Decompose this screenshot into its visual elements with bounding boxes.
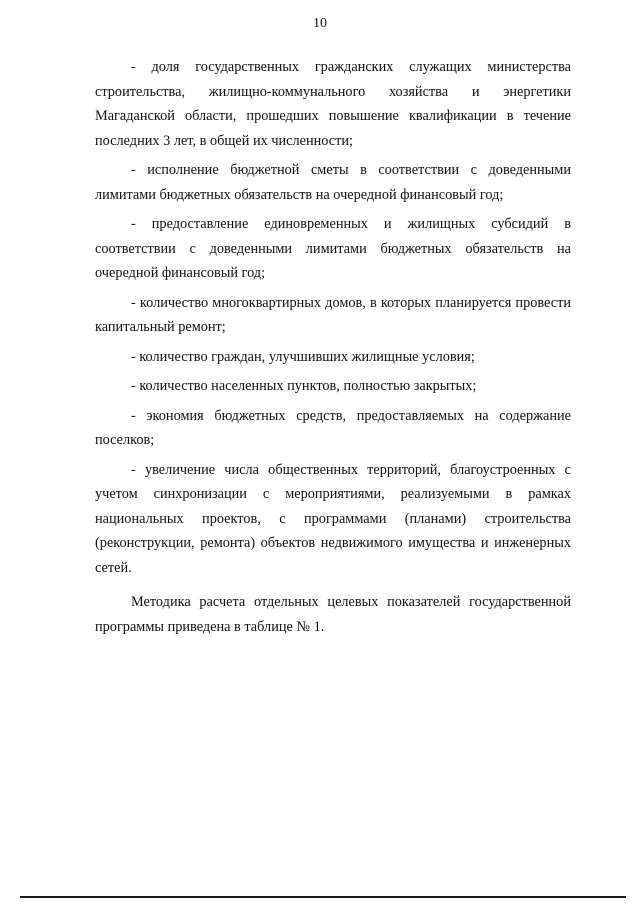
- paragraph-settlements-closed: - количество населенных пунктов, полностью закрытых;: [131, 378, 477, 394]
- paragraph-public-territories: - увеличение числа общественных территорий, благоустроенных с учетом синхронизации с мероприятиями, реализуемыми в рамках национальных проектов, с программами (планами) строительства (реконструкции, ремонта) объектов недвижимого имущества и инженерных сетей.: [95, 461, 571, 576]
- paragraph-subsidies: - предоставление единовременных и жилищных субсидий в соответствии с доведенными лимитами бюджетных обязательств на очередной финансовый год;: [95, 216, 571, 281]
- paragraph-civil-servants-training: - доля государственных гражданских служащих министерства строительства, жилищно-коммунального хозяйства и энергетики Магаданской области, прошедших повышение квалификации в течение последних 3 лет, в общей их численности;: [95, 59, 571, 149]
- page-number: 10: [313, 16, 327, 31]
- paragraph-capital-repair: - количество многоквартирных домов, в которых планируется провести капитальный ремонт;: [95, 294, 571, 335]
- paragraph-budget-savings: - экономия бюджетных средств, предоставляемых на содержание поселков;: [95, 407, 571, 448]
- paragraph-methodology-reference: Методика расчета отдельных целевых показателей государственной программы приведена в таблице № 1.: [95, 594, 571, 635]
- paragraph-budget-execution: - исполнение бюджетной сметы в соответствии с доведенными лимитами бюджетных обязательств на очередной финансовый год;: [95, 162, 571, 203]
- scan-bottom-edge-line: [20, 896, 626, 898]
- paragraph-housing-improved: - количество граждан, улучшивших жилищные условия;: [131, 348, 475, 365]
- document-body: [95, 55, 571, 644]
